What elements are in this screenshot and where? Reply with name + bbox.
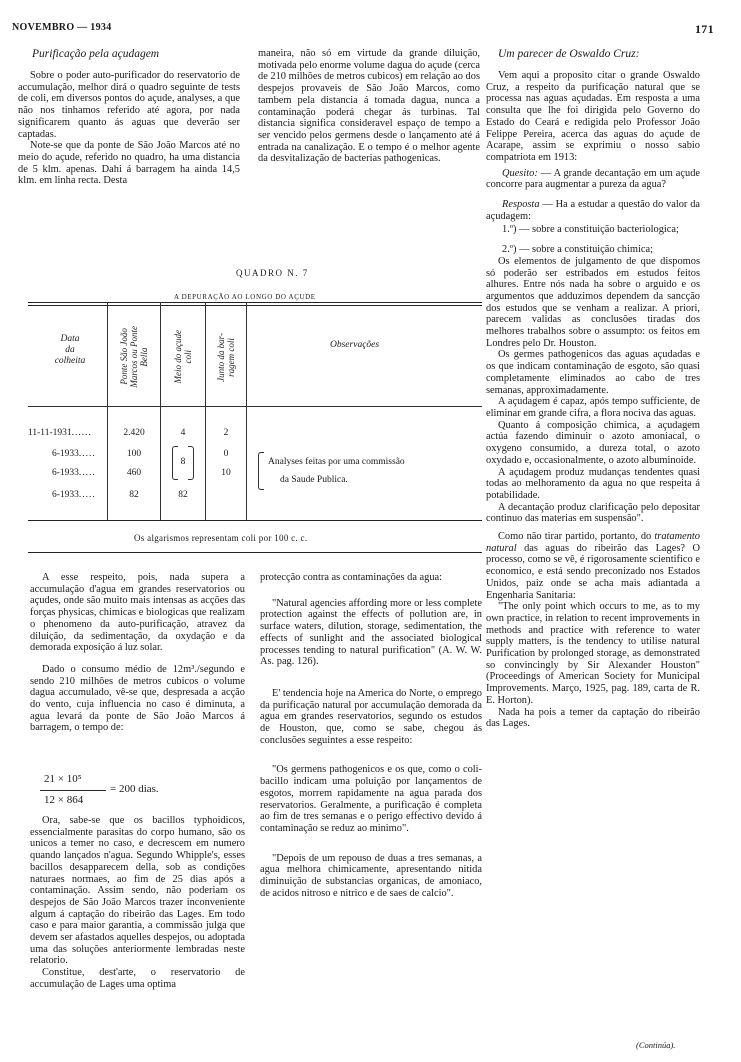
paragraph: Sobre o poder auto-purificador do reservatorio de accumulação, melhor dirá o quadro seguinte de tests de coli, em diversos pontos do açude, analyses, a que não nos tinhamos referido até agora, por nada significarem quanto ás aguas que deverão ser captadas. — [18, 70, 240, 140]
section-title: Purificação pela açudagem — [32, 48, 160, 60]
row-meio-merged: 8 — [180, 457, 186, 467]
col2-bottom — [260, 572, 482, 899]
row-meio: 82 — [178, 490, 188, 500]
col-header-obs: Observações — [330, 340, 380, 350]
col-header-ponte-cell — [108, 308, 160, 406]
quote-english: "Natural agencies affording more or less complete protection against the effects of pollution are, in surface waters, dilution, storage, sedimentation, the effects of sunlight and the associated biological processes tending to natural purification" (A. W. W. As. pag. 126). — [260, 597, 482, 668]
table-footnote: Os algarismos representam coli por 100 c. c. — [134, 533, 308, 543]
quote — [486, 168, 700, 191]
row-junto: 2 — [223, 428, 229, 438]
row-date: 11-11-1931 — [28, 428, 72, 438]
list-item: 2.º) — sobre a constituição chimica; — [502, 244, 653, 256]
paragraph: A esse respeito, pois, nada supera a accumulação d'agua em grandes reservatorios ou açudes, onde são muito mais intensas as acções das forças physicas, chimicas e biologicas que realizam o phenomeno da auto-purificação, atravez da diluição, da sedimentação, da oxydação e da demorada exposição á luz solar. — [30, 572, 245, 654]
quote: "Depois de um repouso de duas a tres semanas, a agua melhora chimicamente, apresentando nitida diminuição de substancias organicas, de amoniaco, de acidos nitroso e nitrico e de saes de calcio". — [260, 852, 482, 899]
table-subtitle: A DEPURAÇÃO AO LONGO DO AÇUDE — [174, 293, 316, 301]
header-date: NOVEMBRO — 1934 — [12, 22, 112, 33]
col-header-data: Data da colheita — [54, 334, 86, 366]
table-rule-bottom — [28, 520, 482, 521]
col-header-meio: Meio do açude coli — [173, 330, 193, 384]
resposta-label: Resposta — [502, 199, 540, 211]
obs-brace — [258, 452, 264, 490]
col-header-junto: Junto da bar- ragem coli — [216, 332, 236, 382]
quesito-label: Quesito: — [502, 167, 538, 179]
page-number: 171 — [695, 22, 714, 36]
row-ponte: 82 — [129, 490, 139, 500]
quote: Os germes pathogenicos das aguas açudadas e os que indicam contaminação de esgoto, são quasi completamente eliminados ao cabo de tres semanas, approximadamente. — [486, 349, 700, 396]
quote: A decantação produz clarificação pelo depositar continuo das materias em suspensão". — [486, 501, 700, 525]
equation-result: = 200 dias. — [110, 783, 159, 795]
quote — [486, 199, 700, 222]
quote-english: "The only point which occurs to me, as to my own practice, in relation to recent improvements in methods and practice with reference to water supply matters, is the tendency to utilise natural Purification by prolonged storage, as demonstrated so convincingly by Sir Alexander Houston" (Proceedings of American Society for Municipal Improvements. Março, 1925, pag. 189, carta de R. E. Horton). — [486, 601, 700, 706]
text-run-italic: tratamento natural — [486, 531, 700, 554]
row-ponte: 100 — [126, 449, 142, 459]
paragraph: Constitue, dest'arte, o reservatorio de accumulação de Lages uma optima — [30, 967, 245, 990]
table-rule-top2 — [28, 305, 482, 306]
row-meio: 4 — [180, 428, 186, 438]
paragraph: maneira, não só em virtude da grande diluição, motivada pelo enorme volume dagua do açude (cerca de 210 milhões de metros cubicos) em relação ao dos despejos provaveis de São João Marcos, como tambem pela distancia á tomada dagua, nunca a contaminação poderá chegar ás turbinas. Tal distancia significa consideravel espaço de tempo a ser vencido pelos germens desde o lançamento até á entrada na canalização. E o tempo é o melhor agente da desvitalização de bacterias pathogenicas. — [258, 48, 480, 165]
row-date: 6-1933 — [52, 468, 79, 478]
table-header-rule — [28, 406, 482, 407]
equation-denominator: 12 × 864 — [44, 794, 84, 806]
col1-bottom — [30, 572, 245, 734]
text-run: das aguas do ribeirão das Lages? O processo, como se vê, é rigorosamente scientifico e economico, e está sendo preconizado nos Estados Unidos, paiz onde se acha mais adiantada a Engenharia Sanitaria: — [486, 542, 700, 601]
table-rule-foot — [28, 552, 482, 553]
row-ponte: 2.420 — [123, 428, 145, 438]
paragraph: Ora, sabe-se que os bacillos typhoidicos, essencialmente parasitas do corpo humano, são os unicos a temer no caso, e decrescem em numero quando lançados n'agua. Segundo Whipple's, esses bacillos desapparecem della, sob as condições naturaes normaes, ao fim de 25 dias após a contaminação. Assim sendo, não poderiam os despejos de São João Marcos trazer inconveniente algum á captação do ribeirão das Lages. Em todo caso e para maior garantia, a commissão julga que devem ser afastados aquelles despejos, ou adoptada uma das soluções anteriormente lembradas neste relatorio. — [30, 815, 245, 967]
obs-line-2: da Saude Publica. — [280, 475, 348, 485]
col-header-junto-cell — [206, 308, 246, 406]
row-date: 6-1933 — [52, 490, 79, 500]
paragraph: E' tendencia hoje na America do Norte, o emprego da purificação natural por accumulação demorada da agua em grandes reservatorios, segundo os estudos de Houston, que, como se sabe, chegou ás conclusões seguintes a esse respeito: — [260, 687, 482, 746]
table-rule-top — [28, 302, 482, 303]
resposta-text: — Ha a estudar a questão do valor da açudagem: — [486, 199, 700, 222]
paragraph: Note-se que da ponte de São João Marcos até no meio do açude, referido no quadro, ha uma distancia de 5 klm. apenas. Dahi á barragem ha ainda 14,5 klm. em linha recta. Desta — [18, 140, 240, 187]
quote: A açudagem é capaz, após tempo sufficiente, de eliminar em grande cifra, a flora nociva das aguas. — [486, 396, 700, 419]
table-row: 11-11-1931...... — [28, 428, 92, 438]
col-header-ponte: Ponte São João Marcos ou Ponte Bella — [119, 326, 149, 388]
table-title: QUADRO N. 7 — [236, 268, 309, 278]
row-junto: 10 — [221, 468, 231, 478]
obs-line-1: Analyses feitas por uma commissão — [268, 457, 405, 467]
paragraph — [486, 531, 700, 601]
text-run: Como não tirar partido, portanto, do — [498, 531, 655, 543]
paragraph: Dado o consumo médio de 12m³./segundo e sendo 210 milhões de metros cubicos o volume dagua accumulado, vê-se que, despresada a acção do vento, cuja influencia no caso é diminuta, a agua levará da ponte de São João Marcos á barragem, o tempo de: — [30, 663, 245, 734]
row-date: 6-1933 — [52, 449, 79, 459]
col1-bottom-2 — [30, 815, 245, 991]
table-row: 6-1933..... — [52, 449, 96, 459]
continua-label: (Continúa). — [636, 1040, 676, 1050]
quote: Os elementos de julgamento de que dispomos só poderão ser estribados em estudos feitos alhures. Entre nós nada ha sobre o arguido e os argumentos que adduzimos dependem da sancção dos estudos que se venham a realizar. A priori, parecem validas as conclusões tiradas dos melhores trabalhos sobre o assumpto: os feitos em Londres pelo Dr. Houston. — [486, 255, 700, 349]
quote: Quanto á composição chimica, a açudagem actúa fazendo diminuir o azoto amoniacal, o oxygeno consumido, a dureza total, o azoto oxydado e, occasionalmente, o azoto albuminoide. — [486, 419, 700, 466]
equation-numerator: 21 × 10⁵ — [44, 773, 82, 785]
list-item: 1.º) — sobre a constituição bacteriologica; — [502, 224, 679, 236]
paragraph: Nada ha pois a temer da captação do ribeirão das Lages. — [486, 706, 700, 730]
table-divider — [246, 302, 247, 520]
col1-top — [18, 48, 240, 187]
table-row: 6-1933..... — [52, 468, 96, 478]
quote: "Os germens pathogenicos e os que, como o coli-bacillo indicam uma poluição por lançamentos de esgotos, morrem rapidamente na agua parada dos reservatorios. Geralmente, a purificação é completa ao fim de tres semanas e o perigo effectivo devido á contaminação se reduz ao minimo". — [260, 764, 482, 834]
table-row: 6-1933..... — [52, 490, 96, 500]
row-junto: 0 — [223, 449, 229, 459]
equation-bar — [40, 790, 106, 791]
col-header-meio-cell — [161, 308, 205, 406]
quesito-text: — A grande decantação em um açude concorre para augmentar a pureza da agua? — [486, 167, 700, 191]
paragraph: protecção contra as contaminações da agua: — [260, 572, 443, 583]
row-ponte: 460 — [126, 468, 142, 478]
col2-top — [258, 48, 480, 165]
paragraph: Vem aqui a proposito citar o grande Oswaldo Cruz, a respeito da purificação natural que se processa nas aguas açudadas. Em resposta a uma consulta que lhe foi dirigida pelo Governo do Estado do Ceará e redigida pelo Professor João Felippe Pereira, acerca das aguas do açude de Acarape, assim se exprimiu o nosso sabio compatriota em 1913: — [486, 70, 700, 163]
quote: A açudagem produz mudanças tendentes quasi todas ao melhoramento da agua no que respeita á potabilidade. — [486, 466, 700, 501]
section-title: Um parecer de Oswaldo Cruz: — [498, 48, 640, 60]
col3 — [486, 48, 700, 730]
